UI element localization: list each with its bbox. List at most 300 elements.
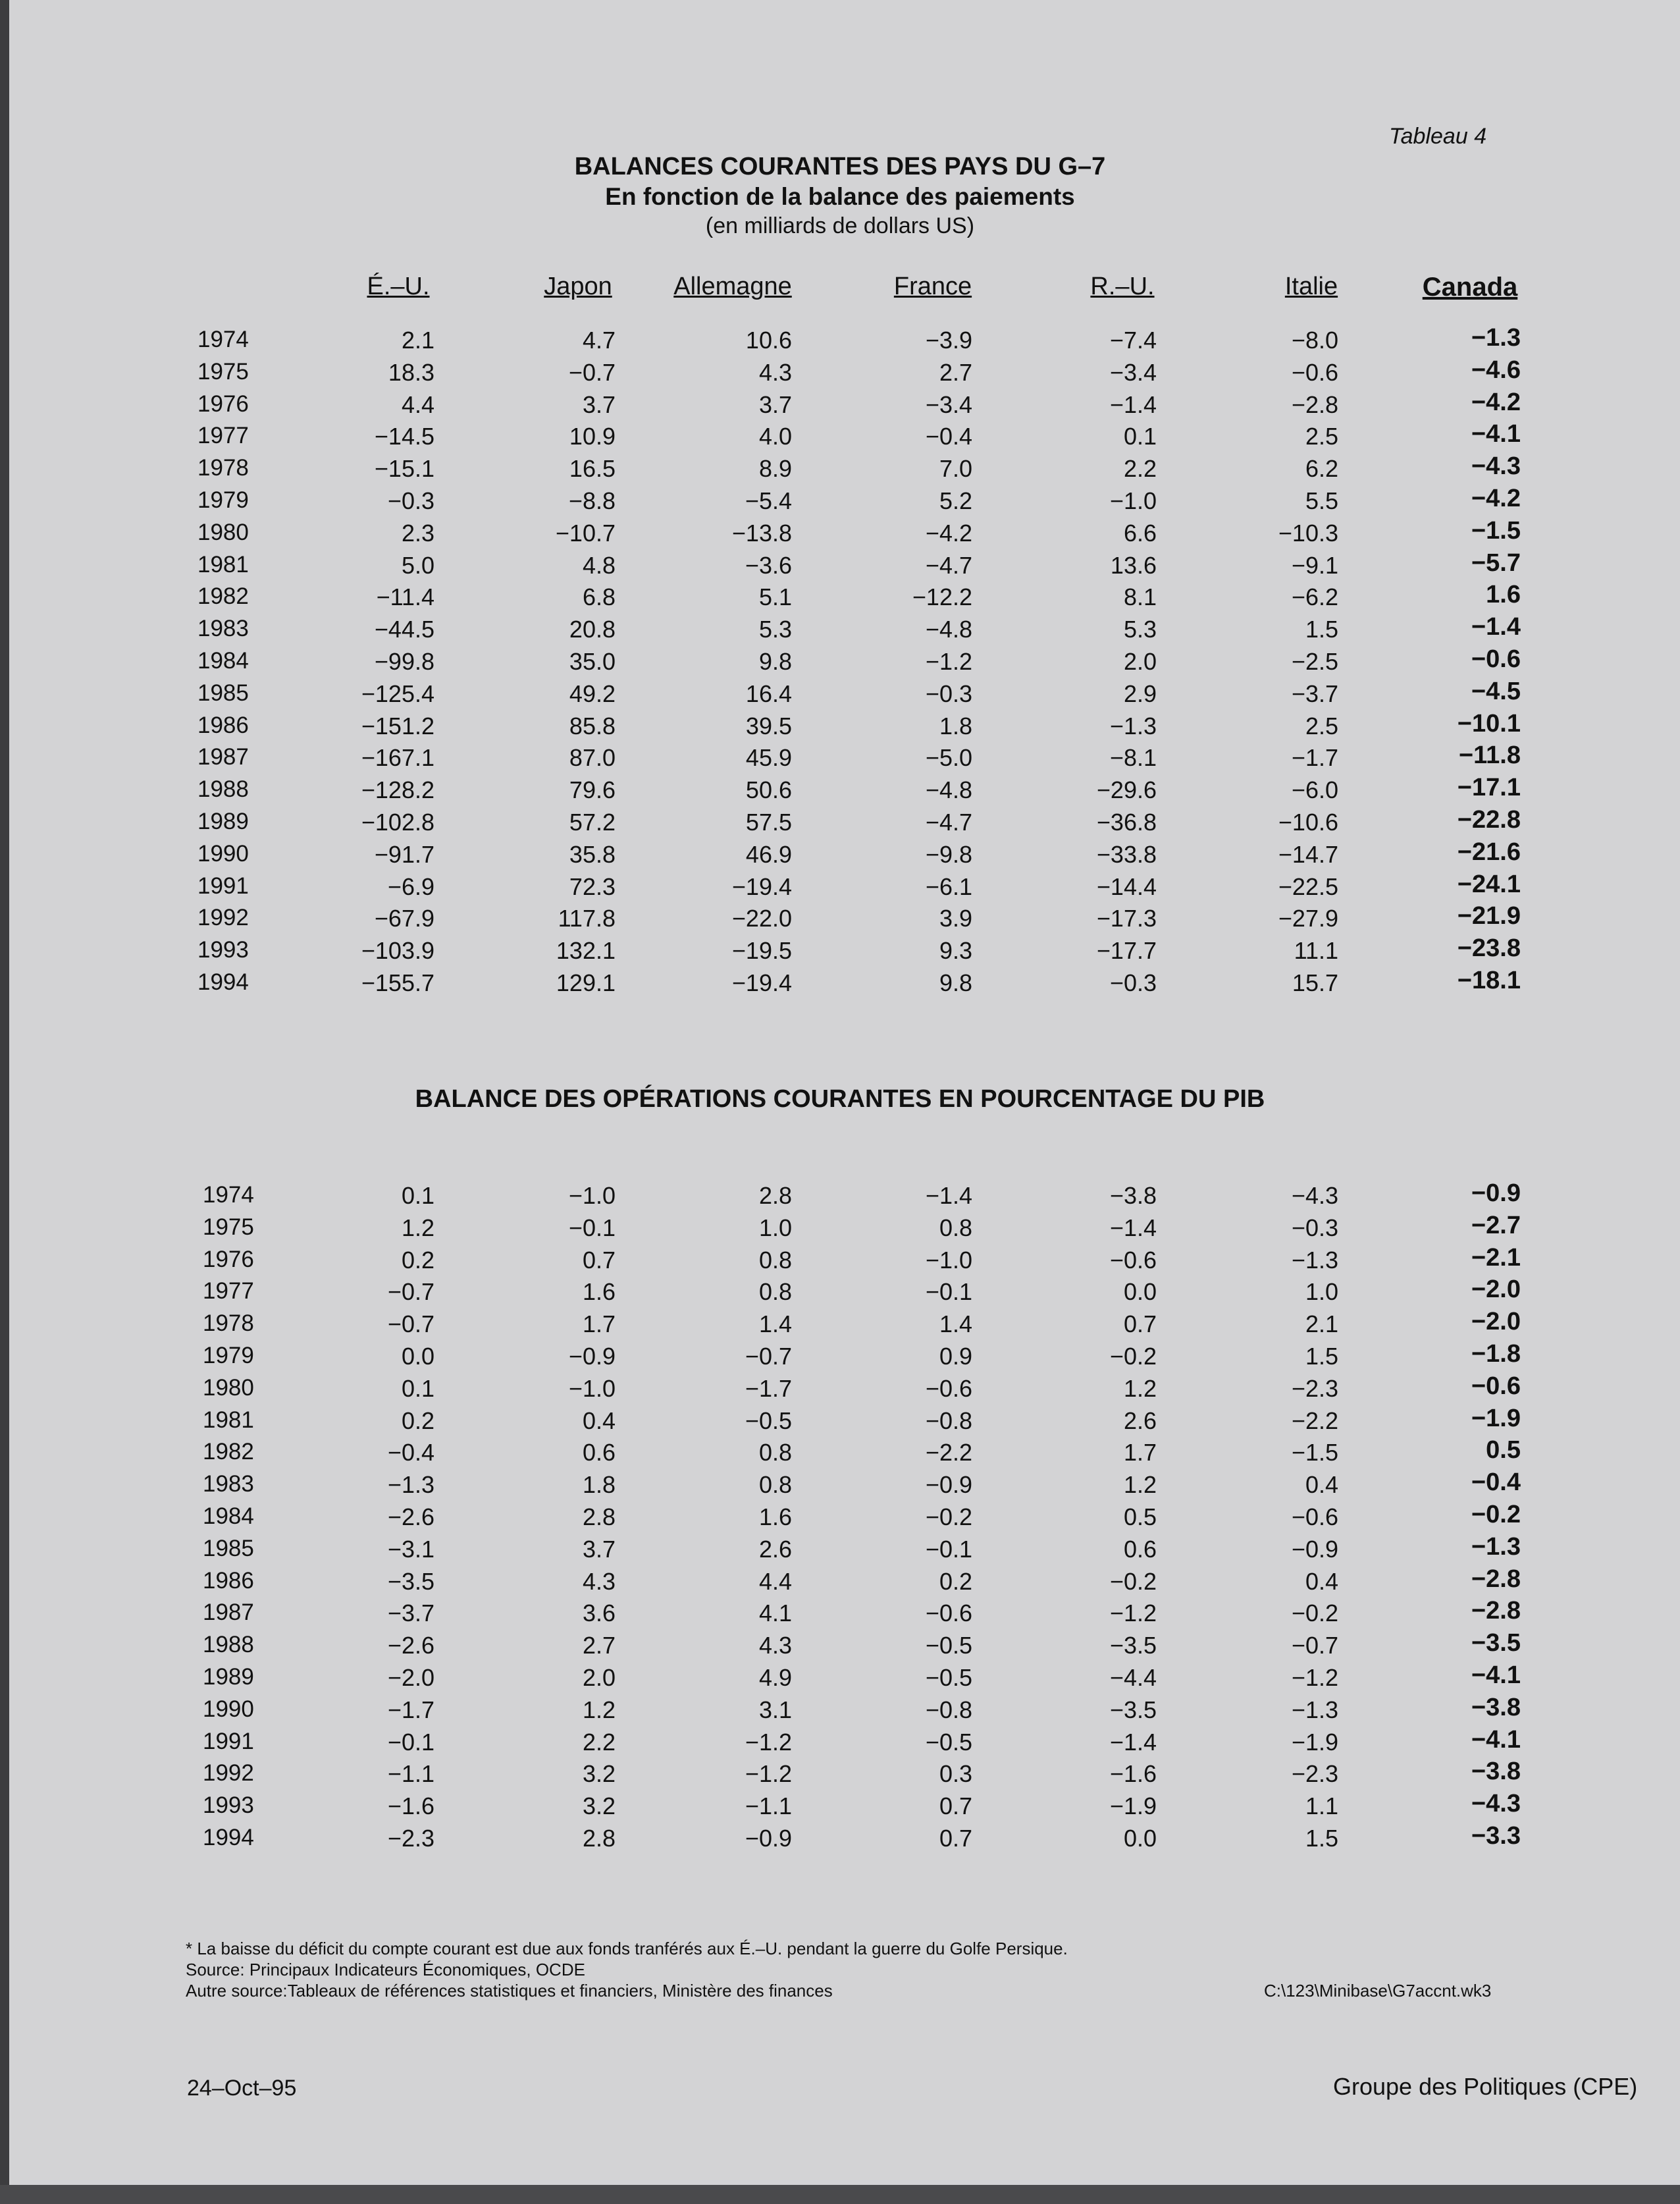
cell-japon: −0.7	[568, 358, 616, 386]
cell-italie: −2.3	[1291, 1374, 1338, 1402]
cell-allemagne: 1.0	[758, 1214, 792, 1241]
cell-allemagne: 0.8	[758, 1278, 792, 1306]
table-1-units: (en milliards de dollars US)	[705, 213, 975, 238]
cell-allemagne: 16.4	[745, 680, 792, 707]
cell-italie: −6.0	[1291, 776, 1338, 804]
cell-canada: −21.6	[1457, 838, 1521, 866]
cell-japon: 6.8	[582, 583, 616, 611]
cell-italie: −1.9	[1291, 1728, 1338, 1756]
cell-ru: 13.6	[1110, 551, 1157, 579]
cell-italie: −0.3	[1291, 1214, 1338, 1241]
cell-ru: 5.3	[1123, 616, 1157, 643]
cell-italie: −0.9	[1291, 1535, 1338, 1563]
cell-eu: 5.0	[401, 551, 434, 579]
cell-france: 0.7	[939, 1825, 972, 1852]
cell-eu: −14.5	[374, 423, 434, 450]
cell-france: 0.9	[939, 1343, 972, 1370]
document-date: 24–Oct–95	[187, 2076, 297, 2101]
cell-italie: 1.5	[1305, 1343, 1338, 1370]
cell-canada: −4.1	[1471, 1661, 1521, 1689]
cell-allemagne: 45.9	[745, 744, 792, 772]
cell-eu: −125.4	[361, 680, 434, 707]
cell-eu: −128.2	[361, 776, 434, 804]
cell-eu: −15.1	[374, 455, 434, 483]
cell-allemagne: 50.6	[745, 776, 792, 804]
cell-eu: −99.8	[374, 648, 434, 675]
cell-eu: −1.6	[387, 1792, 434, 1820]
cell-france: −0.5	[925, 1632, 972, 1659]
row-year: 1986	[203, 1567, 254, 1594]
cell-canada: −4.2	[1471, 388, 1521, 416]
cell-canada: −4.3	[1471, 452, 1521, 481]
cell-canada: −2.7	[1471, 1211, 1521, 1239]
cell-france: 0.8	[939, 1214, 972, 1241]
row-year: 1983	[197, 616, 249, 642]
cell-allemagne: 57.5	[745, 809, 792, 836]
cell-japon: 2.7	[582, 1632, 616, 1659]
cell-japon: −1.0	[568, 1182, 616, 1209]
cell-france: −0.6	[925, 1374, 972, 1402]
row-year: 1989	[197, 809, 249, 834]
cell-ru: 2.9	[1123, 680, 1157, 707]
cell-canada: −21.9	[1457, 902, 1521, 930]
cell-france: −1.2	[925, 648, 972, 675]
cell-france: 2.7	[939, 358, 972, 386]
cell-canada: −2.8	[1471, 1597, 1521, 1625]
cell-ru: 8.1	[1123, 583, 1157, 611]
file-path: C:\123\Minibase\G7accnt.wk3	[1264, 1981, 1492, 2001]
cell-eu: −44.5	[374, 616, 434, 643]
cell-canada: −4.3	[1471, 1790, 1521, 1818]
cell-japon: 129.1	[556, 969, 616, 996]
cell-eu: −11.4	[376, 583, 434, 611]
cell-eu: −1.7	[387, 1696, 434, 1723]
cell-italie: −6.2	[1291, 583, 1338, 611]
cell-eu: −67.9	[374, 905, 434, 932]
cell-canada: −2.0	[1471, 1308, 1521, 1336]
cell-japon: 2.0	[582, 1664, 616, 1691]
cell-italie: −1.3	[1291, 1696, 1338, 1723]
cell-japon: 1.8	[582, 1471, 616, 1499]
cell-japon: 57.2	[569, 809, 616, 836]
row-year: 1992	[203, 1760, 254, 1787]
cell-japon: 4.3	[582, 1567, 616, 1595]
row-year: 1991	[203, 1728, 254, 1754]
footnote-other-source: Autre source:Tableaux de références statistiques et financiers, Ministère des finances	[186, 1981, 833, 2001]
row-year: 1993	[203, 1792, 254, 1819]
cell-eu: 18.3	[388, 358, 434, 386]
cell-ru: −17.3	[1096, 905, 1157, 932]
cell-canada: −24.1	[1457, 870, 1521, 898]
cell-france: −6.1	[925, 873, 972, 900]
cell-allemagne: 2.8	[758, 1182, 792, 1209]
cell-japon: 1.7	[582, 1310, 616, 1338]
cell-france: −0.8	[925, 1696, 972, 1723]
cell-eu: −2.6	[387, 1632, 434, 1659]
cell-allemagne: 46.9	[745, 840, 792, 868]
cell-italie: −2.3	[1291, 1760, 1338, 1788]
cell-ru: −3.4	[1109, 358, 1157, 386]
cell-ru: 1.2	[1123, 1471, 1157, 1499]
cell-canada: −4.1	[1471, 1725, 1521, 1754]
cell-italie: 5.5	[1305, 487, 1338, 514]
cell-japon: 0.6	[582, 1439, 616, 1466]
cell-eu: 1.2	[401, 1214, 434, 1241]
cell-ru: 6.6	[1123, 519, 1157, 547]
table-2-title: BALANCE DES OPÉRATIONS COURANTES EN POURCENTAGE DU PIB	[415, 1085, 1265, 1113]
cell-ru: −0.6	[1109, 1246, 1157, 1274]
cell-italie: −27.9	[1278, 905, 1338, 932]
column-header-eu: É.–U.	[367, 273, 430, 300]
cell-allemagne: 4.3	[758, 358, 792, 386]
row-year: 1994	[203, 1825, 254, 1850]
cell-ru: −1.4	[1109, 390, 1157, 418]
cell-eu: −155.7	[361, 969, 434, 996]
cell-allemagne: −1.2	[745, 1728, 792, 1756]
cell-eu: −102.8	[361, 809, 434, 836]
row-year: 1978	[197, 455, 249, 481]
cell-eu: −0.4	[387, 1439, 434, 1466]
cell-eu: −3.7	[387, 1599, 434, 1627]
cell-allemagne: −19.4	[731, 873, 792, 900]
cell-allemagne: 4.4	[758, 1567, 792, 1595]
scan-bottom-edge	[0, 2185, 1680, 2204]
cell-ru: −3.8	[1109, 1182, 1157, 1209]
cell-allemagne: 3.7	[758, 390, 792, 418]
cell-france: −3.4	[925, 390, 972, 418]
cell-france: −0.1	[925, 1278, 972, 1306]
cell-canada: −22.8	[1457, 806, 1521, 834]
cell-japon: 3.7	[582, 390, 616, 418]
cell-ru: −1.3	[1109, 712, 1157, 739]
cell-canada: −0.2	[1471, 1501, 1521, 1528]
cell-eu: −2.0	[387, 1664, 434, 1691]
cell-italie: −1.3	[1291, 1246, 1338, 1274]
cell-canada: −0.6	[1471, 1372, 1521, 1400]
column-header-france: France	[893, 273, 972, 300]
cell-ru: −8.1	[1109, 744, 1157, 772]
cell-japon: 117.8	[558, 905, 616, 932]
cell-italie: −9.1	[1291, 551, 1338, 579]
cell-japon: −8.8	[568, 487, 616, 514]
cell-allemagne: −1.2	[745, 1760, 792, 1788]
cell-allemagne: 1.4	[758, 1310, 792, 1338]
cell-allemagne: 39.5	[745, 712, 792, 739]
cell-italie: −2.2	[1291, 1407, 1338, 1434]
cell-italie: −10.6	[1278, 809, 1338, 836]
cell-japon: 49.2	[569, 680, 616, 707]
cell-canada: −2.8	[1471, 1565, 1521, 1593]
cell-japon: 16.5	[569, 455, 616, 483]
cell-ru: 0.7	[1123, 1310, 1157, 1338]
cell-france: −3.9	[925, 327, 972, 354]
cell-japon: 85.8	[569, 712, 616, 739]
cell-italie: −4.3	[1291, 1182, 1338, 1209]
cell-italie: 2.5	[1305, 423, 1338, 450]
cell-eu: −151.2	[361, 712, 434, 739]
cell-allemagne: −22.0	[731, 905, 792, 932]
cell-ru: −3.5	[1109, 1632, 1157, 1659]
cell-ru: 0.0	[1123, 1825, 1157, 1852]
table-1-title: BALANCES COURANTES DES PAYS DU G–7	[574, 153, 1106, 180]
row-year: 1976	[203, 1246, 254, 1272]
cell-canada: −3.8	[1471, 1758, 1521, 1786]
cell-italie: 11.1	[1294, 937, 1338, 965]
cell-france: 1.4	[939, 1310, 972, 1338]
cell-france: −0.8	[925, 1407, 972, 1434]
cell-italie: −1.2	[1291, 1664, 1338, 1691]
cell-italie: −8.0	[1291, 327, 1338, 354]
column-header-canada: Canada	[1422, 273, 1518, 302]
row-year: 1974	[197, 327, 249, 352]
cell-ru: 2.2	[1123, 455, 1157, 483]
row-year: 1978	[203, 1310, 254, 1337]
cell-allemagne: 10.6	[745, 327, 792, 354]
cell-france: −12.2	[912, 583, 972, 611]
cell-eu: −1.1	[387, 1760, 434, 1788]
cell-canada: −10.1	[1457, 709, 1521, 738]
cell-eu: 0.0	[401, 1343, 434, 1370]
cell-italie: 1.5	[1305, 1825, 1338, 1852]
cell-france: −4.8	[925, 616, 972, 643]
cell-allemagne: 9.8	[758, 648, 792, 675]
row-year: 1982	[197, 583, 249, 610]
cell-japon: 3.6	[582, 1599, 616, 1627]
cell-canada: 0.5	[1486, 1436, 1521, 1465]
row-year: 1986	[197, 712, 249, 738]
cell-canada: −1.4	[1471, 613, 1521, 641]
row-year: 1988	[197, 776, 249, 803]
cell-allemagne: −1.7	[745, 1374, 792, 1402]
footnote-golfe-persique: * La baisse du déficit du compte courant est due aux fonds tranférés aux É.–U. pendant la guerre du Golfe Persique.	[186, 1939, 1068, 1958]
cell-ru: 0.5	[1123, 1503, 1157, 1530]
row-year: 1977	[203, 1278, 254, 1304]
cell-ru: −14.4	[1096, 873, 1157, 900]
cell-canada: −1.3	[1471, 324, 1521, 352]
cell-eu: 0.2	[401, 1246, 434, 1274]
cell-eu: −2.3	[387, 1825, 434, 1852]
cell-ru: −1.4	[1109, 1214, 1157, 1241]
cell-canada: −2.0	[1471, 1276, 1521, 1304]
cell-france: −1.4	[925, 1182, 972, 1209]
cell-japon: 79.6	[569, 776, 616, 804]
cell-france: −0.3	[925, 680, 972, 707]
cell-allemagne: −5.4	[745, 487, 792, 514]
cell-japon: 2.8	[582, 1503, 616, 1530]
cell-ru: −1.0	[1109, 487, 1157, 514]
cell-italie: −0.2	[1291, 1599, 1338, 1627]
cell-japon: 10.9	[569, 423, 616, 450]
cell-allemagne: 0.8	[758, 1471, 792, 1499]
row-year: 1976	[197, 390, 249, 417]
cell-italie: 2.1	[1305, 1310, 1338, 1338]
cell-italie: 15.7	[1292, 969, 1338, 996]
cell-canada: −23.8	[1457, 934, 1521, 963]
cell-japon: 3.7	[582, 1535, 616, 1563]
cell-ru: −1.9	[1109, 1792, 1157, 1820]
cell-eu: −3.1	[387, 1535, 434, 1563]
cell-france: −0.4	[925, 423, 972, 450]
cell-allemagne: 4.3	[758, 1632, 792, 1659]
cell-ru: −1.2	[1109, 1599, 1157, 1627]
cell-japon: 2.8	[582, 1825, 616, 1852]
row-year: 1985	[203, 1535, 254, 1561]
cell-allemagne: −19.4	[731, 969, 792, 996]
cell-eu: −1.3	[387, 1471, 434, 1499]
cell-eu: 2.3	[401, 519, 434, 547]
cell-italie: −1.5	[1291, 1439, 1338, 1466]
cell-japon: 1.6	[582, 1278, 616, 1306]
cell-allemagne: −13.8	[731, 519, 792, 547]
cell-italie: −14.7	[1278, 840, 1338, 868]
row-year: 1987	[197, 744, 249, 770]
tableau-label: Tableau 4	[1389, 124, 1487, 149]
cell-ru: −4.4	[1109, 1664, 1157, 1691]
cell-ru: −0.3	[1109, 969, 1157, 996]
row-year: 1984	[203, 1503, 254, 1529]
cell-italie: 0.4	[1305, 1471, 1338, 1499]
cell-allemagne: 3.1	[758, 1696, 792, 1723]
row-year: 1979	[203, 1343, 254, 1368]
cell-allemagne: −3.6	[745, 551, 792, 579]
table-1-subtitle: En fonction de la balance des paiements	[605, 183, 1075, 210]
cell-ru: −33.8	[1096, 840, 1157, 868]
cell-eu: −6.9	[387, 873, 434, 900]
cell-eu: 4.4	[401, 390, 434, 418]
cell-ru: −7.4	[1109, 327, 1157, 354]
cell-ru: −17.7	[1096, 937, 1157, 965]
cell-canada: −0.9	[1471, 1179, 1521, 1207]
cell-france: −4.7	[925, 551, 972, 579]
row-year: 1990	[203, 1696, 254, 1722]
row-year: 1984	[197, 648, 249, 674]
row-year: 1977	[197, 423, 249, 449]
cell-italie: 1.1	[1305, 1792, 1338, 1820]
cell-eu: −0.7	[387, 1310, 434, 1338]
cell-canada: 1.6	[1486, 581, 1521, 609]
column-header-japon: Japon	[544, 273, 612, 300]
cell-france: −0.1	[925, 1535, 972, 1563]
cell-france: −4.2	[925, 519, 972, 547]
cell-france: −5.0	[925, 744, 972, 772]
cell-canada: −2.1	[1471, 1243, 1521, 1272]
column-header-ru: R.–U.	[1090, 273, 1155, 300]
cell-france: 5.2	[939, 487, 972, 514]
cell-france: 1.8	[939, 712, 972, 739]
cell-ru: −1.4	[1109, 1728, 1157, 1756]
cell-japon: 132.1	[556, 937, 616, 965]
cell-ru: 0.1	[1123, 423, 1157, 450]
row-year: 1990	[197, 840, 249, 867]
cell-allemagne: 2.6	[758, 1535, 792, 1563]
cell-japon: 3.2	[582, 1792, 616, 1820]
cell-japon: 72.3	[569, 873, 616, 900]
cell-eu: −103.9	[361, 937, 434, 965]
cell-ru: 1.7	[1123, 1439, 1157, 1466]
cell-ru: −0.2	[1109, 1567, 1157, 1595]
cell-allemagne: −0.5	[745, 1407, 792, 1434]
cell-ru: −1.6	[1109, 1760, 1157, 1788]
cell-italie: −2.8	[1291, 390, 1338, 418]
cell-japon: 3.2	[582, 1760, 616, 1788]
cell-allemagne: −0.9	[745, 1825, 792, 1852]
cell-france: −1.0	[925, 1246, 972, 1274]
cell-france: −9.8	[925, 840, 972, 868]
cell-italie: −0.6	[1291, 1503, 1338, 1530]
cell-canada: −4.6	[1471, 356, 1521, 384]
row-year: 1975	[203, 1214, 254, 1240]
cell-italie: 1.0	[1305, 1278, 1338, 1306]
cell-ru: 0.6	[1123, 1535, 1157, 1563]
cell-ru: −0.2	[1109, 1343, 1157, 1370]
cell-ru: 1.2	[1123, 1374, 1157, 1402]
cell-france: 7.0	[939, 455, 972, 483]
cell-france: −0.9	[925, 1471, 972, 1499]
row-year: 1979	[197, 487, 249, 513]
cell-japon: 4.7	[582, 327, 616, 354]
cell-japon: 87.0	[569, 744, 616, 772]
cell-france: −0.6	[925, 1599, 972, 1627]
cell-canada: −0.4	[1471, 1468, 1521, 1497]
cell-allemagne: 8.9	[758, 455, 792, 483]
cell-france: −2.2	[925, 1439, 972, 1466]
row-year: 1981	[203, 1407, 254, 1433]
cell-canada: −1.8	[1471, 1340, 1521, 1368]
cell-france: −4.8	[925, 776, 972, 804]
cell-france: 9.8	[939, 969, 972, 996]
cell-japon: 1.2	[582, 1696, 616, 1723]
cell-japon: −1.0	[568, 1374, 616, 1402]
cell-france: 0.7	[939, 1792, 972, 1820]
cell-allemagne: 4.0	[758, 423, 792, 450]
row-year: 1991	[197, 873, 249, 899]
cell-japon: 20.8	[569, 616, 616, 643]
cell-italie: −0.7	[1291, 1632, 1338, 1659]
cell-eu: −167.1	[361, 744, 434, 772]
cell-japon: 2.2	[582, 1728, 616, 1756]
cell-allemagne: −1.1	[745, 1792, 792, 1820]
cell-allemagne: 5.3	[758, 616, 792, 643]
row-year: 1981	[197, 551, 249, 578]
row-year: 1983	[203, 1471, 254, 1497]
footnote-source: Source: Principaux Indicateurs Économiques, OCDE	[186, 1960, 585, 1979]
cell-italie: 0.4	[1305, 1567, 1338, 1595]
row-year: 1989	[203, 1664, 254, 1690]
cell-ru: −36.8	[1096, 809, 1157, 836]
cell-allemagne: −19.5	[731, 937, 792, 965]
cell-canada: −3.5	[1471, 1629, 1521, 1657]
cell-france: −0.5	[925, 1728, 972, 1756]
cell-italie: 2.5	[1305, 712, 1338, 739]
cell-ru: −29.6	[1096, 776, 1157, 804]
cell-canada: −1.3	[1471, 1532, 1521, 1561]
row-year: 1988	[203, 1632, 254, 1658]
cell-allemagne: 0.8	[758, 1439, 792, 1466]
cell-italie: −0.6	[1291, 358, 1338, 386]
cell-italie: −1.7	[1291, 744, 1338, 772]
cell-ru: 2.6	[1123, 1407, 1157, 1434]
column-header-allemagne: Allemagne	[673, 273, 792, 300]
cell-allemagne: 5.1	[758, 583, 792, 611]
cell-allemagne: 0.8	[758, 1246, 792, 1274]
cell-eu: −3.5	[387, 1567, 434, 1595]
cell-allemagne: −0.7	[745, 1343, 792, 1370]
cell-allemagne: 4.9	[758, 1664, 792, 1691]
cell-france: 0.3	[939, 1760, 972, 1788]
cell-canada: −4.5	[1471, 677, 1521, 705]
cell-canada: −5.7	[1471, 549, 1521, 577]
cell-france: −0.2	[925, 1503, 972, 1530]
